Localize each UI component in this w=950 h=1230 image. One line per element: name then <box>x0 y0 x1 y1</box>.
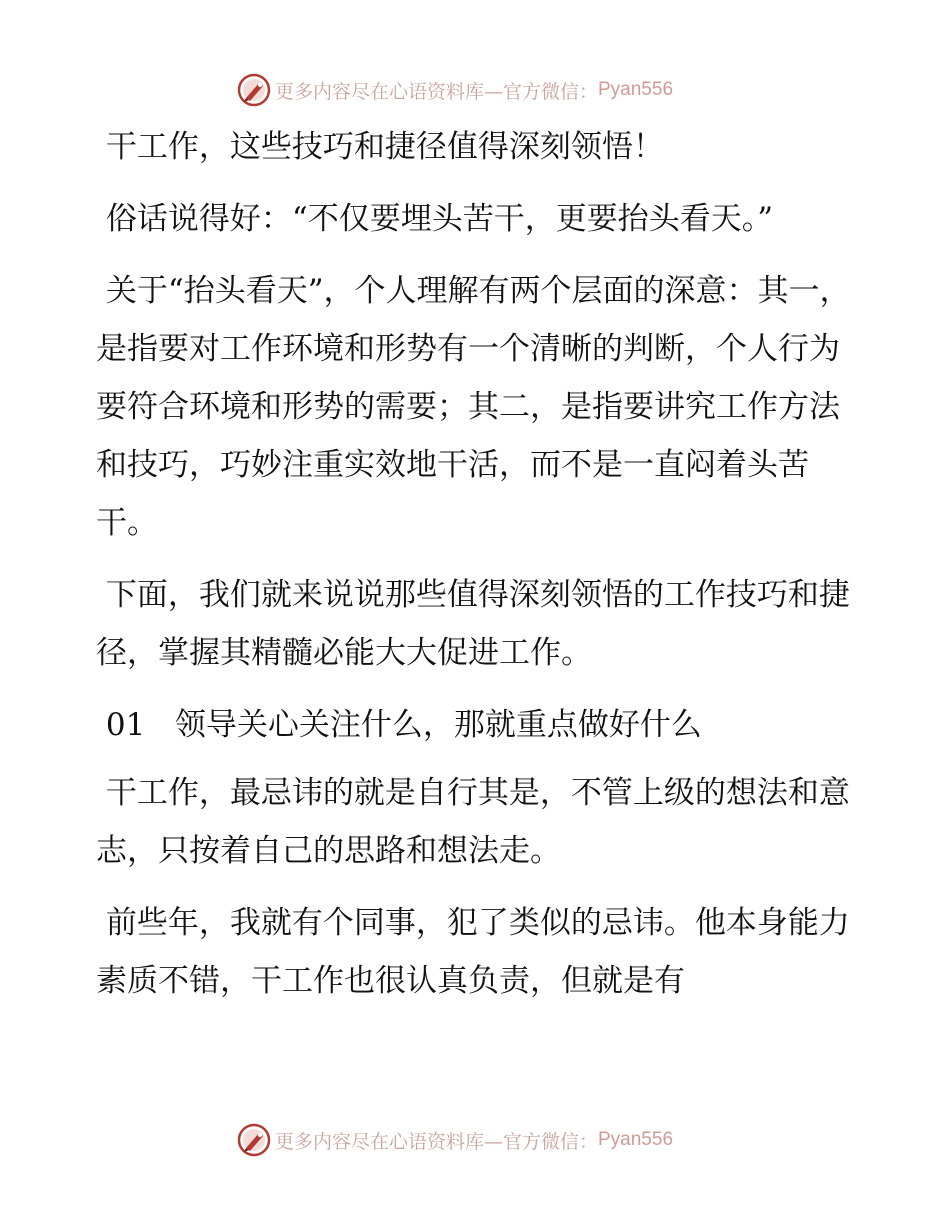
paragraph: 下面，我们就来说说那些值得深刻领悟的工作技巧和捷径，掌握其精髓必能大大促进工作。 <box>96 577 850 671</box>
header-wechat-id: Pyan556 <box>598 79 674 100</box>
paragraph: 俗话说得好：“不仅要埋头苦干，更要抬头看天。” <box>96 201 774 237</box>
paragraph: 干工作，最忌讳的就是自行其是，不管上级的想法和意志，只按着自己的思路和想法走。 <box>96 775 850 869</box>
pen-logo-icon <box>237 1123 271 1157</box>
document-body <box>96 118 856 1024</box>
paragraph: 前些年，我就有个同事，犯了类似的忌讳。他本身能力素质不错，干工作也很认真负责，但就是有 <box>96 905 850 999</box>
pen-logo-icon <box>237 73 271 107</box>
header-watermark-banner <box>0 70 950 110</box>
header-watermark-text: 更多内容尽在心语资料库—官方微信： <box>274 80 598 103</box>
section-heading: 01 领导关心关注什么，那就重点做好什么 <box>96 707 702 743</box>
footer-watermark-text: 更多内容尽在心语资料库—官方微信： <box>274 1130 598 1153</box>
footer-wechat-id: Pyan556 <box>598 1129 674 1150</box>
paragraph: 干工作，这些技巧和捷径值得深刻领悟！ <box>96 129 664 165</box>
paragraph: 关于“抬头看天”，个人理解有两个层面的深意：其一，是指要对工作环境和形势有一个清晰的判断，个人行为要符合环境和形势的需要；其二，是指要讲究工作方法和技巧，巧妙注重实效地干活，而不是一直闷着头苦干。 <box>96 273 851 541</box>
footer-watermark-banner <box>0 1120 950 1160</box>
